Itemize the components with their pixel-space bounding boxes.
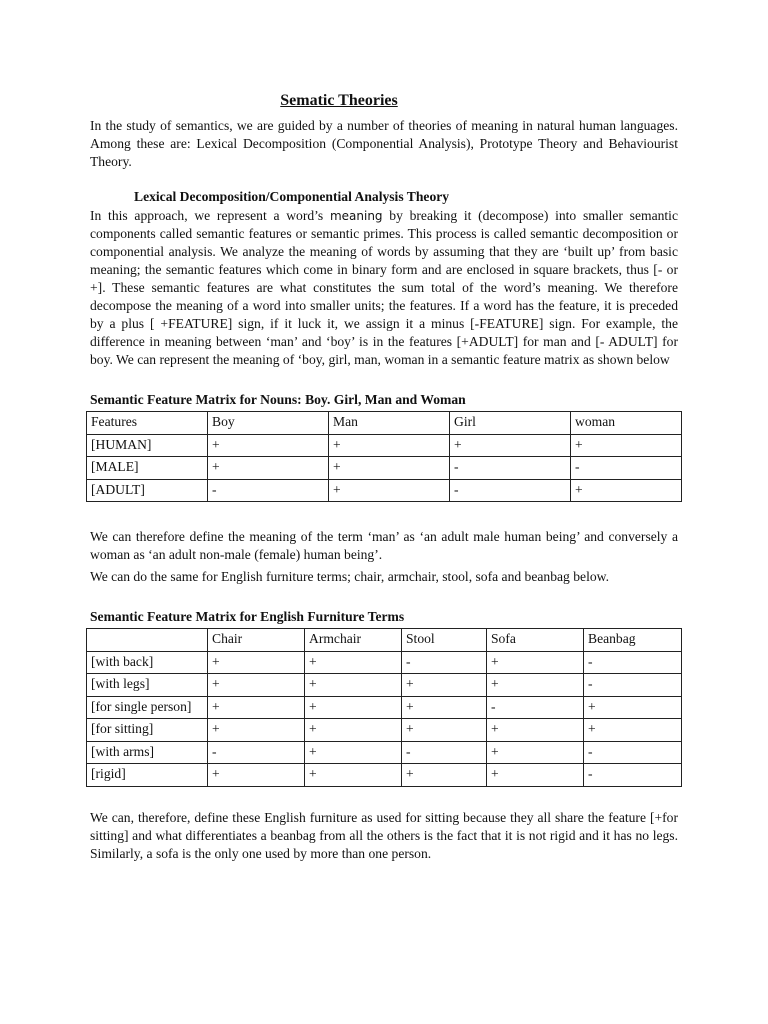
table-header-cell: Man bbox=[329, 412, 450, 435]
table-cell: + bbox=[329, 479, 450, 502]
table-header-cell: Chair bbox=[208, 629, 305, 652]
definition-paragraph: We can therefore define the meaning of the term ‘man’ as ‘an adult male human being’ and conversely a woman as ‘an adult non-male (female) human being’. bbox=[90, 529, 678, 562]
document-page bbox=[90, 92, 678, 863]
table-row bbox=[87, 457, 682, 480]
table-cell: + bbox=[305, 651, 402, 674]
table-cell: [with legs] bbox=[87, 674, 208, 697]
table-cell: - bbox=[208, 741, 305, 764]
table-cell: + bbox=[487, 741, 584, 764]
table-cell: - bbox=[208, 479, 329, 502]
table-header-cell: Sofa bbox=[487, 629, 584, 652]
table2-caption: Semantic Feature Matrix for English Furniture Terms bbox=[90, 609, 405, 624]
table-row bbox=[87, 651, 682, 674]
table-cell: + bbox=[487, 719, 584, 742]
table-cell: [for single person] bbox=[87, 696, 208, 719]
table-cell: + bbox=[305, 764, 402, 787]
table-header-cell: Beanbag bbox=[584, 629, 682, 652]
table-cell: [rigid] bbox=[87, 764, 208, 787]
table-cell: - bbox=[571, 457, 682, 480]
table-cell: - bbox=[402, 741, 487, 764]
table1-caption: Semantic Feature Matrix for Nouns: Boy. Girl, Man and Woman bbox=[90, 392, 466, 407]
document-title: Sematic Theories bbox=[280, 92, 398, 109]
table-row bbox=[87, 434, 682, 457]
table-cell: + bbox=[305, 696, 402, 719]
table-cell: + bbox=[305, 741, 402, 764]
table-cell: + bbox=[305, 719, 402, 742]
table-header-cell: Features bbox=[87, 412, 208, 435]
table-cell: + bbox=[208, 696, 305, 719]
table-cell: + bbox=[584, 696, 682, 719]
table-cell: + bbox=[305, 674, 402, 697]
table-cell: + bbox=[208, 674, 305, 697]
table-header-cell: Stool bbox=[402, 629, 487, 652]
table-row bbox=[87, 674, 682, 697]
table-cell: + bbox=[402, 674, 487, 697]
table-cell: + bbox=[402, 764, 487, 787]
table-header-cell: woman bbox=[571, 412, 682, 435]
table-cell: + bbox=[208, 719, 305, 742]
table-header-cell: Boy bbox=[208, 412, 329, 435]
table-row bbox=[87, 764, 682, 787]
table-cell: [for sitting] bbox=[87, 719, 208, 742]
table-row bbox=[87, 741, 682, 764]
table-cell: + bbox=[208, 764, 305, 787]
body-text-part1: In this approach, we represent a word’s bbox=[90, 208, 330, 223]
table-cell: + bbox=[329, 434, 450, 457]
table-cell: + bbox=[487, 764, 584, 787]
table-header-cell bbox=[87, 629, 208, 652]
table-header-cell: Armchair bbox=[305, 629, 402, 652]
table-cell: + bbox=[402, 696, 487, 719]
table-cell: + bbox=[450, 434, 571, 457]
table-cell: + bbox=[487, 651, 584, 674]
table-cell: - bbox=[487, 696, 584, 719]
table-cell: - bbox=[402, 651, 487, 674]
table-cell: [ADULT] bbox=[87, 479, 208, 502]
table-header-cell: Girl bbox=[450, 412, 571, 435]
table-cell: - bbox=[584, 764, 682, 787]
table-cell: + bbox=[487, 674, 584, 697]
body-paragraph bbox=[90, 207, 678, 369]
table-row bbox=[87, 696, 682, 719]
body-text-part2: by breaking it (decompose) into smaller semantic components called semantic features or semantic primes. This process is called semantic decomposition or componential analysis. We analyze the meaning of words by assuming that they are ‘built up’ from basic meaning; the semantic features which come in binary form and are enclosed in square brackets, thus [- or +]. These semantic features are what constitutes the sum total of the word’s meaning. We therefore decompose the meaning of a word into smaller units; the features. If a word has the feature, it is preceded by a plus [ +FEATURE] sign, if it luck it, we assign it a minus [-FEATURE] sign. For example, the difference in meaning between ‘man’ and ‘boy’ is in the features [+ADULT] for man and [- ADULT] for boy. We can represent the meaning of ‘boy, girl, man, woman in a semantic feature matrix as shown below bbox=[90, 208, 678, 367]
table-cell: + bbox=[584, 719, 682, 742]
table-cell: + bbox=[571, 434, 682, 457]
table-cell: - bbox=[450, 479, 571, 502]
table-cell: + bbox=[208, 434, 329, 457]
table-header-row bbox=[87, 629, 682, 652]
table-cell: + bbox=[402, 719, 487, 742]
table-cell: [HUMAN] bbox=[87, 434, 208, 457]
intro-paragraph: In the study of semantics, we are guided by a number of theories of meaning in natural human languages. Among these are: Lexical Decomposition (Componential Analysis), Prototype Theory and Behaviourist Theory. bbox=[90, 118, 678, 169]
noun-feature-table bbox=[86, 411, 682, 502]
table-cell: + bbox=[208, 651, 305, 674]
table-cell: - bbox=[584, 741, 682, 764]
body-meaning-word: meaning bbox=[329, 209, 383, 223]
table-cell: [MALE] bbox=[87, 457, 208, 480]
table-row bbox=[87, 479, 682, 502]
table-cell: - bbox=[584, 674, 682, 697]
table-header-row bbox=[87, 412, 682, 435]
table-cell: + bbox=[571, 479, 682, 502]
table-cell: - bbox=[450, 457, 571, 480]
table-cell: [with back] bbox=[87, 651, 208, 674]
table-row bbox=[87, 719, 682, 742]
table-cell: + bbox=[208, 457, 329, 480]
furniture-intro-paragraph: We can do the same for English furniture terms; chair, armchair, stool, sofa and beanbag below. bbox=[90, 569, 609, 584]
table-cell: [with arms] bbox=[87, 741, 208, 764]
conclusion-paragraph: We can, therefore, define these English furniture as used for sitting because they all share the feature [+for sitting] and what differentiates a beanbag from all the others is the fact that it is not rigid and it has no legs. Similarly, a sofa is the only one used by more than one person. bbox=[90, 809, 678, 861]
table-cell: - bbox=[584, 651, 682, 674]
table-cell: + bbox=[329, 457, 450, 480]
section-heading: Lexical Decomposition/Componential Analysis Theory bbox=[134, 189, 450, 204]
furniture-feature-table bbox=[86, 628, 682, 787]
